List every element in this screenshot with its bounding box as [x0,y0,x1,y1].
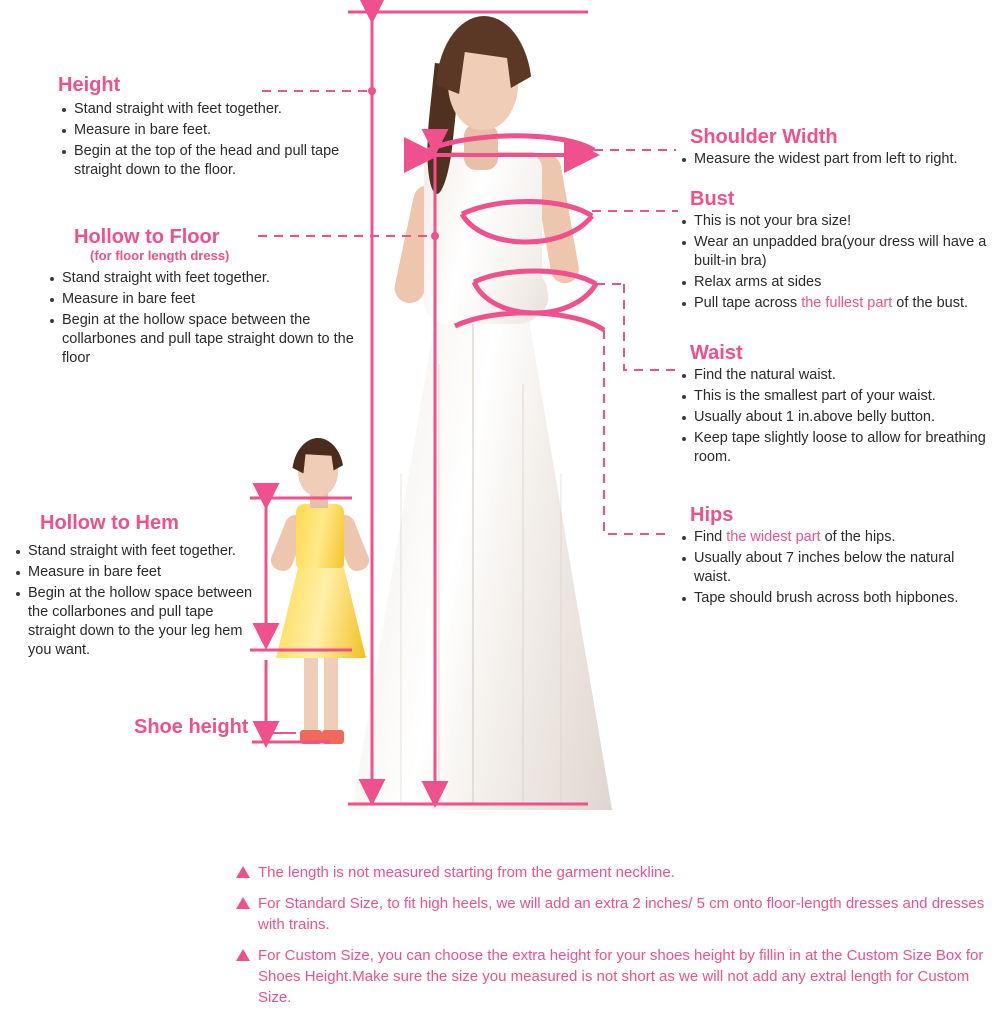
hips-highlight: the widest part [726,529,821,545]
note-item: For Standard Size, to fit high heels, we will add an extra 2 inches/ 5 cm onto floor-length dresses and dresses with trains. [236,893,996,935]
section-hollow-to-hem [12,512,260,662]
list-item: Relax arms at sides [678,273,998,292]
bust-post: of the bust. [892,295,969,311]
section-hips-heading: Hips [690,504,734,526]
section-shoulder-width-list [678,150,996,169]
list-item: Measure in bare feet. [58,121,358,140]
list-item: Measure in bare feet [12,563,260,582]
footer-notes [236,862,996,1018]
height-anchor-dot [368,87,376,95]
section-bust [690,188,998,315]
section-shoe-height-heading: Shoe height [134,716,249,738]
section-bust-list [678,212,998,313]
section-hollow-to-hem-heading: Hollow to Hem [40,512,179,534]
section-hollow-to-floor-list [46,269,356,368]
hips-post: of the hips. [820,529,896,545]
list-item: This is the smallest part of your waist. [678,387,990,406]
section-hips-list [678,528,990,608]
hollow-anchor-dot [431,232,439,240]
section-height-list [58,100,358,180]
section-height [58,74,358,182]
section-hollow-to-hem-list [12,542,260,660]
hollow-to-hem-guide [250,498,352,650]
list-item: Keep tape slightly loose to allow for breathing room. [678,429,990,467]
hips-guide [455,313,672,534]
bust-highlight: the fullest part [801,295,893,311]
list-item: Usually about 1 in.above belly button. [678,408,990,427]
list-item: Measure the widest part from left to right. [678,150,996,169]
section-height-heading: Height [58,74,121,96]
bust-guide [462,201,678,242]
shoe-height-guide [252,660,330,742]
section-shoulder-width-heading: Shoulder Width [690,126,838,148]
list-item: This is not your bra size! [678,212,998,231]
hips-pre: Find [694,529,727,545]
list-item: Tape should brush across both hipbones. [678,589,990,608]
list-item: Begin at the top of the head and pull tape straight down to the floor. [58,142,358,180]
list-item-bust-fullest [678,294,998,313]
shoulder-width-guide [428,136,676,155]
list-item: Usually about 7 inches below the natural waist. [678,549,990,587]
note-item: The length is not measured starting from the garment neckline. [236,862,996,883]
list-item-hips-widest [678,528,990,547]
section-shoulder-width [690,126,996,171]
section-shoe-height [134,716,248,738]
list-item: Stand straight with feet together. [58,100,358,119]
section-waist [690,342,990,469]
list-item: Stand straight with feet together. [12,542,260,561]
section-hollow-to-floor-heading: Hollow to Floor [74,226,220,248]
list-item: Begin at the hollow space between the collarbones and pull tape straight down to the your leg hem you want. [12,584,260,660]
section-waist-list [678,366,990,467]
note-item: For Custom Size, you can choose the extra height for your shoes height by fillin in at the Custom Size Box for Shoes Height.Make sure the size you measured is not short as we will not add any extral length for Custom Size. [236,945,996,1008]
list-item: Measure in bare feet [46,290,356,309]
list-item: Wear an unpadded bra(your dress will have a built-in bra) [678,233,998,271]
section-waist-heading: Waist [690,342,743,364]
section-hips [690,504,990,610]
section-hollow-to-floor-subheading: (for floor length dress) [90,248,230,263]
list-item: Begin at the hollow space between the collarbones and pull tape straight down to the floor [46,311,356,368]
bust-pre: Pull tape across [694,295,802,311]
list-item: Find the natural waist. [678,366,990,385]
list-item: Stand straight with feet together. [46,269,356,288]
section-hollow-to-floor [46,226,356,370]
section-bust-heading: Bust [690,188,735,210]
